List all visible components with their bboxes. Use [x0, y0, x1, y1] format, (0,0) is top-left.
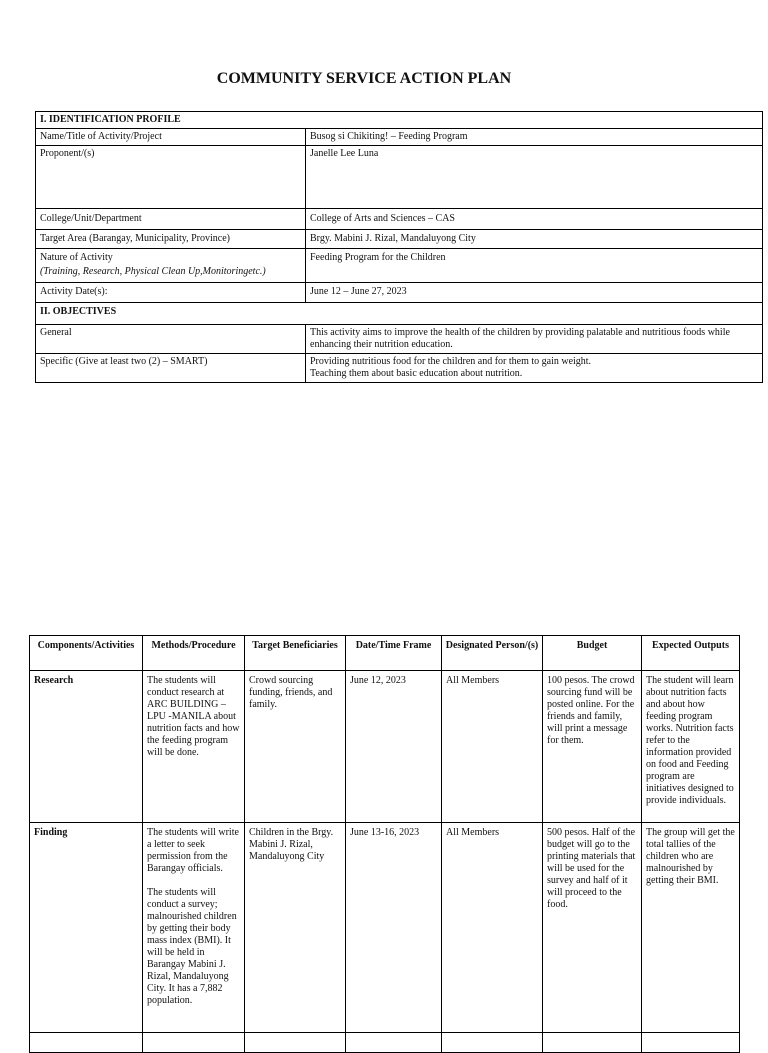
- budget-cell: 100 pesos. The crowd sourcing fund will be posted online. For the friends and family, will print a message for them.: [543, 671, 642, 823]
- method-paragraph-1: The students will write a letter to seek permission from the Barangay officials.: [147, 827, 239, 874]
- component-cell: Finding: [30, 823, 143, 1033]
- college-label: College/Unit/Department: [36, 209, 306, 230]
- empty-cell: [30, 1033, 143, 1053]
- profile-row: [36, 283, 763, 303]
- target-area-value: Brgy. Mabini J. Rizal, Mandaluyong City: [306, 230, 763, 249]
- title-text: COMMUNITY SERVICE ACTION PLAN: [216, 70, 512, 87]
- header-methods: Methods/Procedure: [143, 636, 245, 671]
- specific-value-cell: [306, 354, 763, 383]
- method-cell: [143, 823, 245, 1033]
- section-header-row: [36, 112, 763, 129]
- profile-row: [36, 230, 763, 249]
- general-value: This activity aims to improve the health of the children by providing palatable and nutritious foods while enhancing their nutrition education.: [306, 325, 763, 354]
- section-2-header: II. OBJECTIVES: [36, 303, 763, 325]
- persons-cell: All Members: [442, 671, 543, 823]
- header-budget: Budget: [543, 636, 642, 671]
- beneficiaries-cell: Children in the Brgy. Mabini J. Rizal, Mandaluyong City: [245, 823, 346, 1033]
- empty-cell: [143, 1033, 245, 1053]
- profile-row: [36, 129, 763, 146]
- identification-profile-table: [35, 111, 763, 383]
- activity-date-value: June 12 – June 27, 2023: [306, 283, 763, 303]
- plan-row-research: [30, 671, 740, 823]
- empty-cell: [642, 1033, 740, 1053]
- nature-value: Feeding Program for the Children: [306, 249, 763, 283]
- profile-row: [36, 249, 763, 283]
- outputs-cell: The student will learn about nutrition facts and about how feeding program works. Nutrition facts refer to the information provided on food and Feeding program are initiatives designed to provide individuals.: [642, 671, 740, 823]
- college-value: College of Arts and Sciences – CAS: [306, 209, 763, 230]
- proponent-value: Janelle Lee Luna: [306, 146, 763, 209]
- specific-value-1: Providing nutritious food for the children and for them to gain weight.: [310, 356, 592, 367]
- empty-cell: [346, 1033, 442, 1053]
- activity-date-label: Activity Date(s):: [36, 283, 306, 303]
- empty-cell: [442, 1033, 543, 1053]
- general-label: General: [36, 325, 306, 354]
- action-plan-table: [29, 635, 740, 1053]
- objective-row: [36, 325, 763, 354]
- page-title: [0, 70, 728, 88]
- header-components: Components/Activities: [30, 636, 143, 671]
- section-1-header: I. IDENTIFICATION PROFILE: [36, 112, 763, 129]
- method-paragraph-2: The students will conduct a survey; malnourished children by getting their body mass index (BMI). It will be held in Barangay Mabini J. Rizal, Mandaluyong City. It has a 7,882 population.: [147, 887, 237, 1006]
- objective-row: [36, 354, 763, 383]
- header-outputs: Expected Outputs: [642, 636, 740, 671]
- specific-value-2: Teaching them about basic education about nutrition.: [310, 368, 523, 379]
- specific-label: Specific (Give at least two (2) – SMART): [36, 354, 306, 383]
- plan-row-continued: [30, 1033, 740, 1053]
- beneficiaries-cell: Crowd sourcing funding, friends, and family.: [245, 671, 346, 823]
- activity-title-label: Name/Title of Activity/Project: [36, 129, 306, 146]
- header-persons: Designated Person/(s): [442, 636, 543, 671]
- profile-row: [36, 146, 763, 209]
- header-beneficiaries: Target Beneficiaries: [245, 636, 346, 671]
- profile-row: [36, 209, 763, 230]
- proponent-label: Proponent/(s): [36, 146, 306, 209]
- date-cell: June 12, 2023: [346, 671, 442, 823]
- section-header-row: [36, 303, 763, 325]
- persons-cell: All Members: [442, 823, 543, 1033]
- component-cell: Research: [30, 671, 143, 823]
- nature-label-cell: [36, 249, 306, 283]
- empty-cell: [543, 1033, 642, 1053]
- plan-header-row: [30, 636, 740, 671]
- budget-cell: 500 pesos. Half of the budget will go to the printing materials that will be used for the survey and half of it will proceed to the food.: [543, 823, 642, 1033]
- target-area-label: Target Area (Barangay, Municipality, Province): [36, 230, 306, 249]
- date-cell: June 13-16, 2023: [346, 823, 442, 1033]
- plan-row-finding: [30, 823, 740, 1033]
- nature-sublabel: (Training, Research, Physical Clean Up,Monitoringetc.): [40, 266, 266, 277]
- outputs-cell: The group will get the total tallies of the children who are malnourished by getting their BMI.: [642, 823, 740, 1033]
- header-date: Date/Time Frame: [346, 636, 442, 671]
- method-cell: The students will conduct research at ARC BUILDING – LPU -MANILA about nutrition facts and how the feeding program will be done.: [143, 671, 245, 823]
- empty-cell: [245, 1033, 346, 1053]
- nature-label: Nature of Activity: [40, 252, 113, 263]
- activity-title-value: Busog si Chikiting! – Feeding Program: [306, 129, 763, 146]
